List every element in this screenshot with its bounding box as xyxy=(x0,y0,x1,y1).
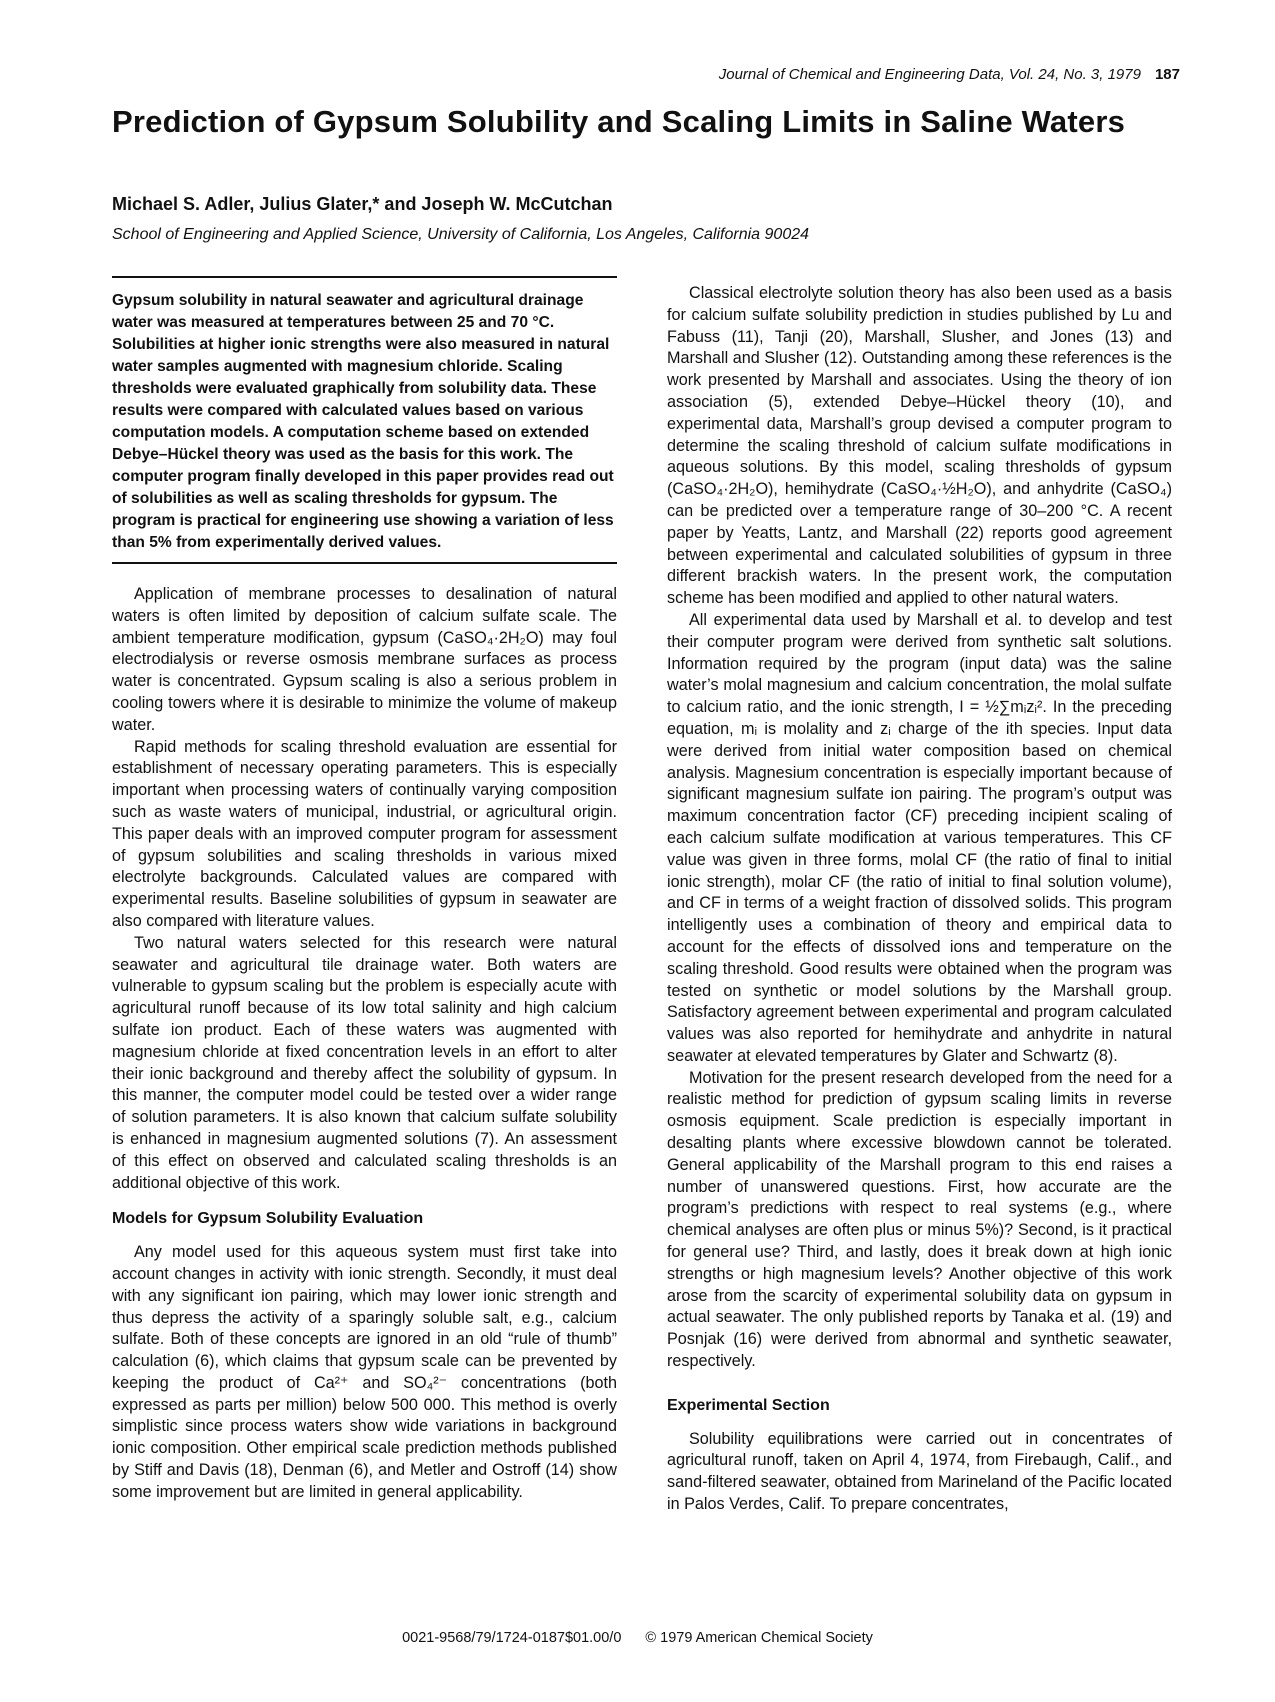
paper-title: Prediction of Gypsum Solubility and Scaling Limits in Saline Waters xyxy=(112,104,1126,139)
running-header xyxy=(719,66,1180,83)
journal-line: Journal of Chemical and Engineering Data, Vol. 24, No. 3, 1979 xyxy=(718,66,1141,83)
paragraph: All experimental data used by Marshall et al. to develop and test their computer program were derived from synthetic salt solutions. Information required by the program (input data) was the saline water’s molal magnesium and calcium concentration, the molal sulfate to calcium ratio, and the ionic strength, I = ½∑mᵢzᵢ². In the preceding equation, mᵢ is molality and zᵢ charge of the ith species. Input data were derived from initial water composition based on chemical analysis. Magnesium concentration is especially important because of significant magnesium sulfate ion pairing. The program’s output was maximum concentration factor (CF) preceding incipient scaling of each calcium sulfate modification at various temperatures. This CF value was given in three forms, molal CF (the ratio of final to initial ionic strength), molar CF (the ratio of initial to final solution volume), and CF in terms of a weight fraction of dissolved solids. This program intelligently uses a combination of theory and empirical data to account for the effects of dissolved ions and temperature on the scaling threshold. Good results were obtained when the program was tested on synthetic or model solutions by the Marshall group. Satisfactory agreement between experimental and program calculated values was also reported for hemihydrate and anhydrite in natural seawater at elevated temperatures by Glater and Schwartz (8). xyxy=(667,610,1172,1065)
abstract: Gypsum solubility in natural seawater and agricultural drainage water was measured at temperatures between 25 and 70 °C. Solubilities at higher ionic strengths were also measured in natural water samples augmented with magnesium chloride. Scaling thresholds were evaluated graphically from solubility data. These results were compared with calculated values based on various computation models. A computation scheme based on extended Debye–Hückel theory was used as the basis for this work. The computer program finally developed in this paper provides read out of solubilities as well as scaling thresholds for gypsum. The program is practical for engineering use showing a variation of less than 5% from experimentally derived values. xyxy=(112,276,617,564)
paragraph: Motivation for the present research developed from the need for a realistic method for prediction of gypsum scaling limits in reverse osmosis equipment. Scale prediction is especially important in desalting plants where excessive blowdown cannot be tolerated. General applicability of the Marshall program to this end raises a number of unanswered questions. First, how accurate are the program’s predictions with respect to real systems (e.g., where chemical analyses are often plus or minus 5%)? Second, is it practical for general use? Third, and lastly, does it break down at high ionic strengths or high magnesium levels? Another objective of this work arose from the scarcity of experimental solubility data on gypsum in actual seawater. The only published reports by Tanaka et al. (19) and Posnjak (16) were derived from abnormal and synthetic seawater, respectively. xyxy=(667,1068,1172,1371)
paragraph: Classical electrolyte solution theory has also been used as a basis for calcium sulfate solubility prediction in studies published by Lu and Fabuss (11), Tanji (20), Marshall, Slusher, and Jones (13) and Marshall and Slusher (12). Outstanding among these references is the work presented by Marshall and associates. Using the theory of ion association (5), extended Debye–Hückel theory (10), and experimental data, Marshall’s group devised a computer program to determine the scaling threshold of calcium sulfate modifications in aqueous solutions. By this model, scaling thresholds of gypsum (CaSO₄·2H₂O), hemihydrate (CaSO₄·½H₂O), and anhydrite (CaSO₄) can be predicted over a temperature range of 30–200 °C. A recent paper by Yeatts, Lantz, and Marshall (22) reports good agreement between experimental and calculated solubilities of gypsum in three different brackish waters. In the present work, the computation scheme has been modified and applied to other natural waters. xyxy=(667,284,1172,608)
page-number: 187 xyxy=(1154,66,1180,83)
footer-code: 0021-9568/79/1724-0187$01.00/0 xyxy=(402,1630,622,1646)
right-column xyxy=(667,283,1172,1516)
left-column xyxy=(112,276,617,1504)
paragraph: Solubility equilibrations were carried out in concentrates of agricultural runoff, taken on April 4, 1974, from Firebaugh, Calif., and sand-filtered seawater, obtained from Marineland of the Pacific located in Palos Verdes, Calif. To prepare concentrates, xyxy=(667,1429,1172,1514)
footer-copyright: © 1979 American Chemical Society xyxy=(645,1630,873,1646)
page-footer xyxy=(0,1630,1275,1646)
paragraph: Application of membrane processes to desalination of natural waters is often limited by deposition of calcium sulfate scale. The ambient temperature modification, gypsum (CaSO₄·2H₂O) may foul electrodialysis or reverse osmosis membrane surfaces as process water is concentrated. Gypsum scaling is also a serious problem in cooling towers where it is desirable to minimize the volume of makeup water. xyxy=(112,585,617,734)
paragraph: Two natural waters selected for this research were natural seawater and agricultural tile drainage water. Both waters are vulnerable to gypsum scaling but the problem is especially acute with agricultural runoff because of its low total salinity and high calcium sulfate ion product. Each of these waters was augmented with magnesium chloride at fixed concentration levels in an effort to alter their ionic background and thereby affect the solubility of gypsum. In this manner, the computer model could be tested over a wider range of solution parameters. It is also known that calcium sulfate solubility is enhanced in magnesium augmented solutions (7). An assessment of this effect on observed and calculated scaling thresholds is an additional objective of this work. xyxy=(112,933,617,1192)
affiliation: School of Engineering and Applied Science, University of California, Los Angeles, California 90024 xyxy=(112,226,810,243)
section-heading-models: Models for Gypsum Solubility Evaluation xyxy=(112,1210,424,1228)
paragraph: Any model used for this aqueous system must first take into account changes in activity with ionic strength. Secondly, it must deal with any significant ion pairing, which may lower ionic strength and thus depress the activity of a sparingly soluble salt, e.g., calcium sulfate. Both of these concepts are ignored in an old “rule of thumb” calculation (6), which claims that gypsum scale can be prevented by keeping the product of Ca²⁺ and SO₄²⁻ concentrations (both expressed as parts per million) below 500 000. This method is overly simplistic since process waters show wide variations in background ionic composition. Other empirical scale prediction methods published by Stiff and Davis (18), Denman (6), and Metler and Ostroff (14) show some improvement but are limited in general applicability. xyxy=(112,1243,617,1501)
paragraph: Rapid methods for scaling threshold evaluation are essential for establishment of necessary operating parameters. This is especially important when processing waters of continually varying composition such as waste waters of municipal, industrial, or agricultural origin. This paper deals with an improved computer program for assessment of gypsum solubilities and scaling thresholds in various mixed electrolyte backgrounds. Calculated values are compared with experimental results. Baseline solubilities of gypsum in seawater are also compared with literature values. xyxy=(112,737,617,930)
section-heading-experimental: Experimental Section xyxy=(667,1396,830,1414)
authors: Michael S. Adler, Julius Glater,* and Joseph W. McCutchan xyxy=(112,194,613,214)
